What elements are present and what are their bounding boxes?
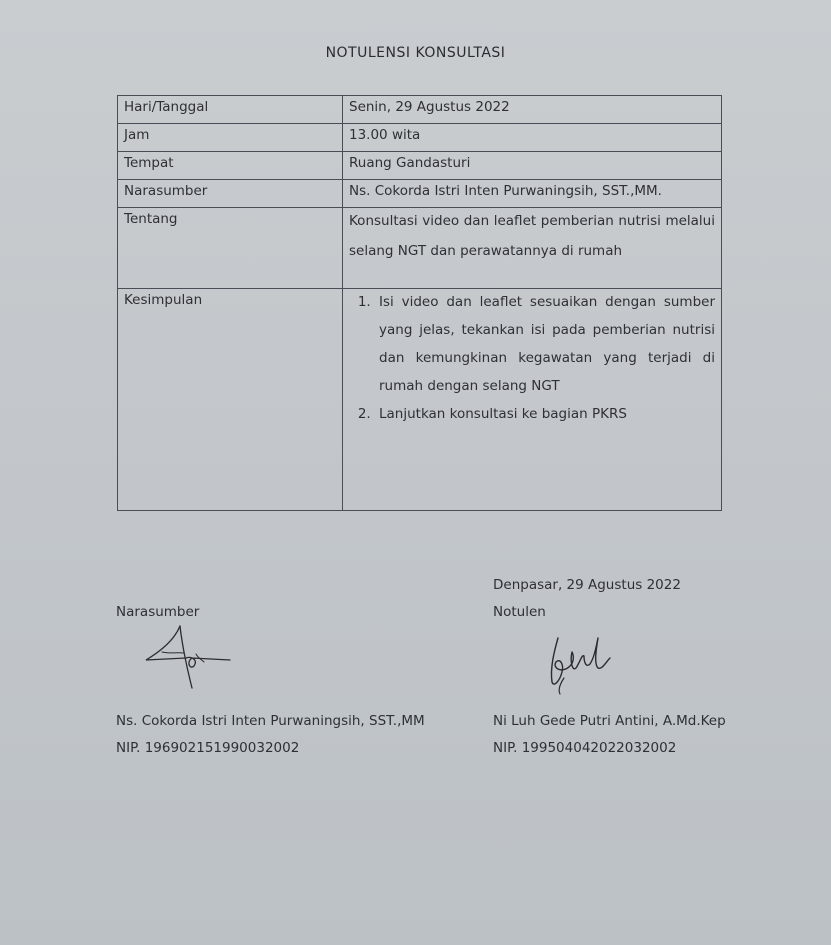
table-row	[118, 180, 722, 208]
left-signatory-name: Ns. Cokorda Istri Inten Purwaningsih, SST.,MM	[116, 713, 425, 729]
minutes-table	[117, 95, 722, 511]
right-signatory-nip: NIP. 199504042022032002	[493, 740, 677, 756]
row-label: Narasumber	[118, 180, 343, 208]
place-date: Denpasar, 29 Agustus 2022	[493, 577, 681, 593]
table-row	[118, 208, 722, 289]
left-signature-image	[140, 622, 235, 694]
row-label: Hari/Tanggal	[118, 96, 343, 124]
row-value: Senin, 29 Agustus 2022	[343, 96, 722, 124]
row-value: Ns. Cokorda Istri Inten Purwaningsih, SST.,MM.	[343, 180, 722, 208]
table-row	[118, 152, 722, 180]
row-value: 13.00 wita	[343, 124, 722, 152]
document-title: NOTULENSI KONSULTASI	[325, 45, 506, 61]
row-label: Tentang	[118, 208, 343, 289]
row-value	[343, 208, 722, 289]
row-label: Jam	[118, 124, 343, 152]
table-row	[118, 124, 722, 152]
topic-text: Konsultasi video dan leaflet pemberian nutrisi melalui selang NGT dan perawatannya di rumah	[349, 213, 715, 259]
right-signatory-role: Notulen	[493, 604, 546, 620]
row-value	[343, 289, 722, 511]
left-signatory-nip: NIP. 196902151990032002	[116, 740, 300, 756]
conclusion-item: 1. Isi video dan leaflet sesuaikan dengan sumber yang jelas, tekankan isi pada pemberian nutrisi dan kemungkinan kegawatan yang terjadi di rumah dengan selang NGT	[375, 288, 715, 400]
table-row	[118, 96, 722, 124]
table-row	[118, 289, 722, 511]
row-value: Ruang Gandasturi	[343, 152, 722, 180]
conclusion-item: 2. Lanjutkan konsultasi ke bagian PKRS	[375, 400, 715, 428]
right-signatory-name: Ni Luh Gede Putri Antini, A.Md.Kep	[493, 713, 726, 729]
row-label: Tempat	[118, 152, 343, 180]
conclusion-list	[349, 288, 715, 428]
left-signatory-role: Narasumber	[116, 604, 200, 620]
row-label: Kesimpulan	[118, 289, 343, 511]
right-signature-image	[540, 628, 620, 696]
